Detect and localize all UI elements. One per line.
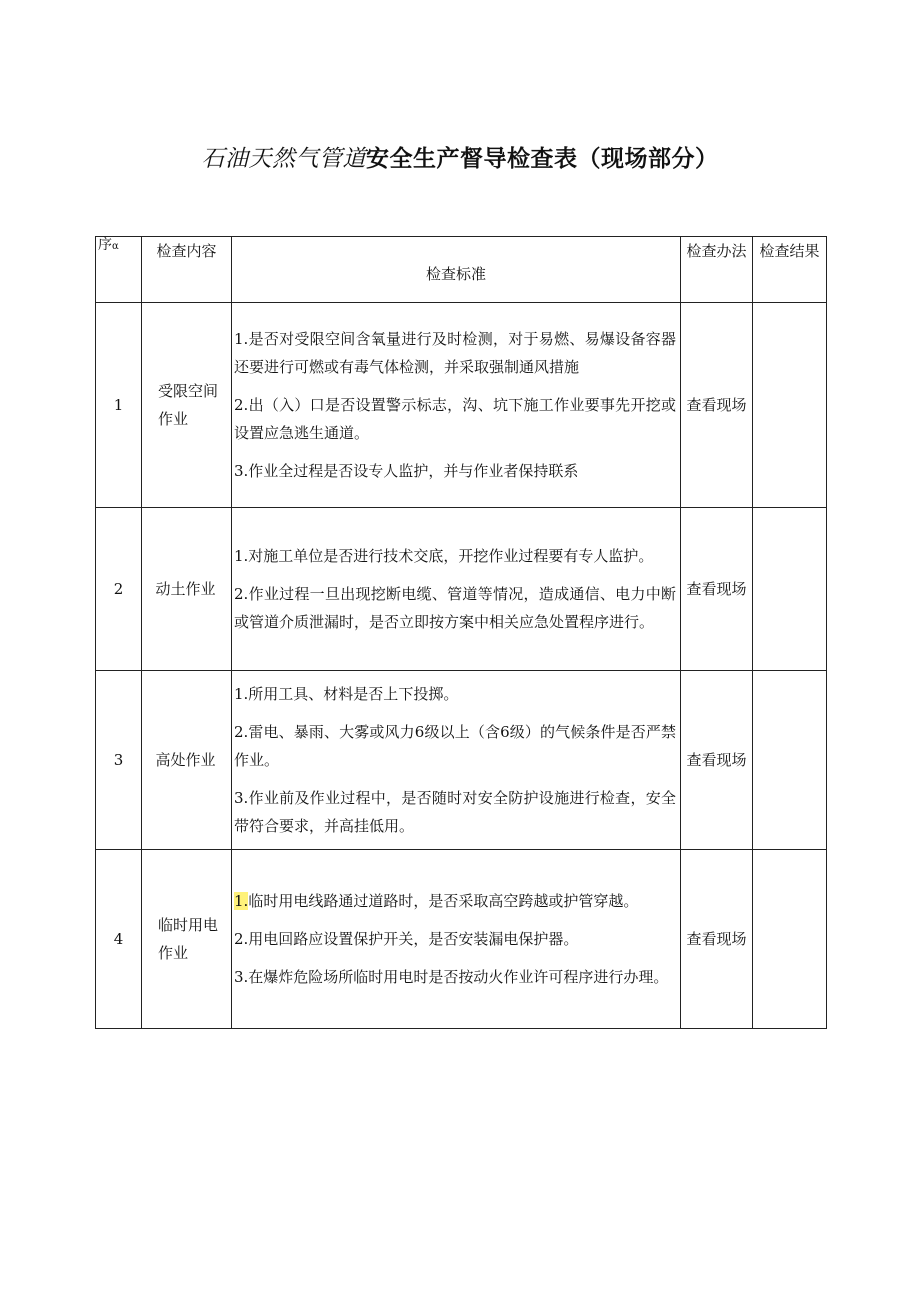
row-result (753, 508, 827, 671)
row-content: 临时用电作业 (142, 850, 232, 1029)
row-method: 查看现场 (681, 850, 753, 1029)
row-method: 查看现场 (681, 508, 753, 671)
row-result (753, 850, 827, 1029)
highlighted-number: 1. (234, 892, 249, 910)
row-content: 受限空间作业 (142, 303, 232, 508)
row-standard (232, 303, 681, 508)
row-standard (232, 850, 681, 1029)
title-part-2: 安全生产督导检查表（现场部分） (366, 146, 719, 172)
row-result (753, 671, 827, 850)
row-method: 查看现场 (681, 303, 753, 508)
row-result (753, 303, 827, 508)
standard-item: 1.临时用电线路通过道路时，是否采取高空跨越或护管穿越。 (234, 892, 639, 910)
header-standard: 检查标准 (232, 237, 681, 303)
row-no: 2 (96, 508, 142, 671)
table-header-row (96, 237, 827, 303)
header-result: 检查结果 (753, 237, 827, 303)
row-standard (232, 671, 681, 850)
header-no: 序α (96, 237, 142, 303)
standard-item: 2.出（入）口是否设置警示标志，沟、坑下施工作业要事先开挖或设置应急逃生通道。 (234, 396, 676, 442)
standard-item: 2.雷电、暴雨、大雾或风力6级以上（含6级）的气候条件是否严禁作业。 (234, 723, 676, 769)
standard-item: 2.用电回路应设置保护开关，是否安装漏电保护器。 (234, 930, 579, 948)
row-no: 4 (96, 850, 142, 1029)
header-no-mark: α (112, 241, 119, 252)
row-standard (232, 508, 681, 671)
page-title (0, 140, 920, 173)
table-row (96, 508, 827, 671)
standard-item: 3.在爆炸危险场所临时用电时是否按动火作业许可程序进行办理。 (234, 968, 669, 986)
inspection-table (95, 236, 827, 1029)
header-method: 检查办法 (681, 237, 753, 303)
table-row (96, 850, 827, 1029)
standard-item: 1.对施工单位是否进行技术交底，开挖作业过程要有专人监护。 (234, 547, 654, 565)
table-row (96, 303, 827, 508)
standard-item: 1.是否对受限空间含氧量进行及时检测，对于易燃、易爆设备容器还要进行可燃或有毒气体检测，并采取强制通风措施 (234, 330, 676, 376)
standard-item: 3.作业全过程是否设专人监护，并与作业者保持联系 (234, 462, 579, 480)
header-content: 检查内容 (142, 237, 232, 303)
row-no: 1 (96, 303, 142, 508)
standard-item: 2.作业过程一旦出现挖断电缆、管道等情况，造成通信、电力中断或管道介质泄漏时，是否立即按方案中相关应急处置程序进行。 (234, 585, 676, 631)
title-part-1: 石油天然气管道 (201, 146, 366, 172)
row-content: 高处作业 (142, 671, 232, 850)
row-content: 动土作业 (142, 508, 232, 671)
standard-item: 1.所用工具、材料是否上下投掷。 (234, 685, 459, 703)
row-no: 3 (96, 671, 142, 850)
row-method: 查看现场 (681, 671, 753, 850)
standard-item: 3.作业前及作业过程中，是否随时对安全防护设施进行检查，安全带符合要求，并高挂低用。 (234, 789, 676, 835)
table-row (96, 671, 827, 850)
